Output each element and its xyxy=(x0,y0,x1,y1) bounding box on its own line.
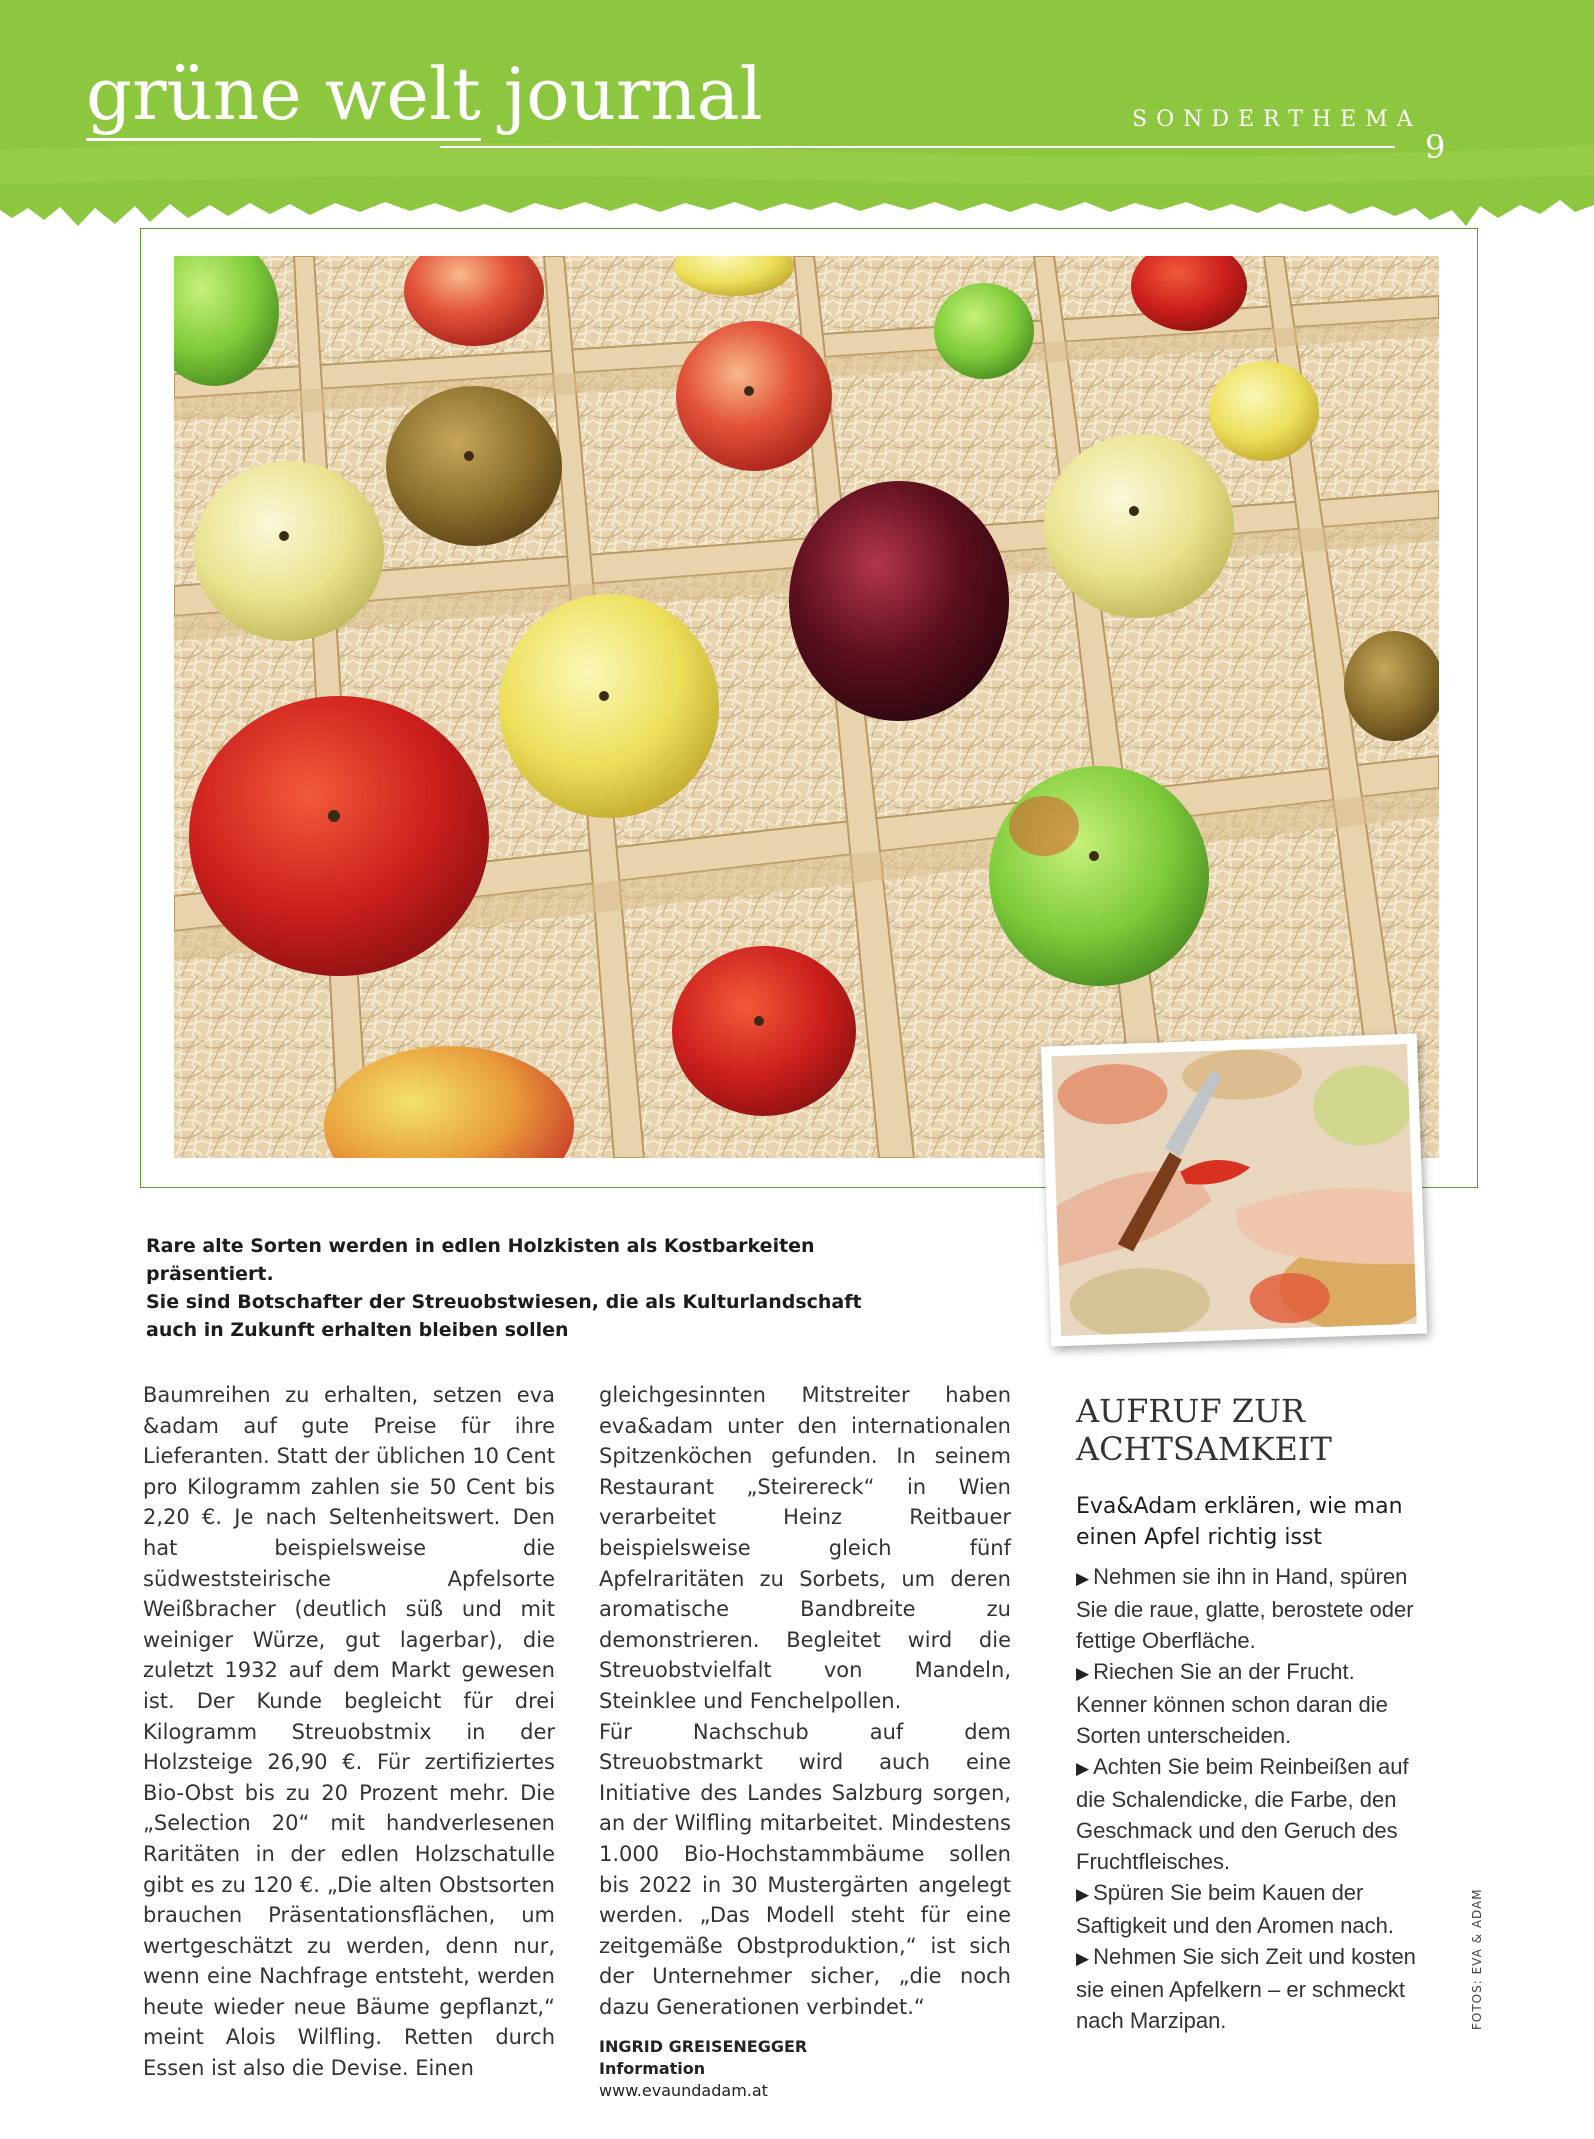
header-band xyxy=(0,0,1594,245)
list-item: ▶ Nehmen sie ihn in Hand, spüren Sie die raue, glatte, berostete oder fettige Oberfläche. xyxy=(1076,1564,1414,1653)
triangle-bullet-icon: ▶ xyxy=(1076,1664,1090,1683)
sidebar-subheading: Eva&Adam erklären, wie man einen Apfel richtig isst xyxy=(1076,1494,1403,1550)
section-label: SONDERTHEMA xyxy=(1132,107,1422,132)
sidebar-tips-list xyxy=(1076,1561,1416,2036)
author-name: INGRID GREISENEGGER xyxy=(599,2037,808,2057)
article-column-middle xyxy=(599,1380,1011,2102)
list-item: ▶ Nehmen Sie sich Zeit und kosten sie einen Apfelkern – er schmeckt nach Marzipan. xyxy=(1076,1944,1416,2033)
page-number: 9 xyxy=(1425,128,1446,166)
triangle-bullet-icon: ▶ xyxy=(1076,1569,1090,1588)
triangle-bullet-icon: ▶ xyxy=(1076,1949,1090,1968)
apple-crate-photo xyxy=(174,256,1439,1158)
caption-line-1: Rare alte Sorten werden in edlen Holzkisten als Kostbarkeiten präsentiert. xyxy=(146,1235,815,1285)
photo-credit: FOTOS: EVA & ADAM xyxy=(1470,1888,1484,2030)
journal-title xyxy=(86,52,763,136)
photo-caption xyxy=(146,1232,906,1344)
sidebar-heading: AUFRUF ZUR ACHTSAMKEIT xyxy=(1076,1392,1332,1468)
list-item: ▶ Achten Sie beim Reinbeißen auf die Schalendicke, die Farbe, den Geschmack und den Geruch des Fruchtfleisches. xyxy=(1076,1754,1409,1874)
article-paragraph: gleichgesinnten Mitstreiter haben eva&adam unter den internationalen Spitzenköchen gefunden. In seinem Restaurant „Steirereck“ in Wien verarbeitet Heinz Reitbauer beispielsweise gleich fünf Apfelraritäten zu Sorbets, um deren aromatische Bandbreite zu demonstrieren. Begleitet wird die Streuobstvielfalt von Mandeln, Steinklee und Fenchelpollen. xyxy=(599,1383,1011,1713)
list-item: ▶ Spüren Sie beim Kauen der Saftigkeit und den Aromen nach. xyxy=(1076,1880,1394,1938)
info-label: Information xyxy=(599,2059,706,2079)
info-url[interactable]: www.evaundadam.at xyxy=(599,2081,768,2101)
caption-line-2: Sie sind Botschafter der Streuobstwiesen, die als Kulturlandschaft auch in Zukunft erhalten bleiben sollen xyxy=(146,1291,862,1341)
article-paragraph: Baumreihen zu erhalten, setzen eva &adam auf gute Preise für ihre Lieferanten. Statt der üblichen 10 Cent pro Kilogramm zahlen sie 50 Cent bis 2,20 €. Je nach Seltenheitswert. Den hat beispielsweise die südweststeirische Apfelsorte Weißbracher (deutlich süß und mit weiniger Würze, gut lagerbar), die zuletzt 1932 auf dem Markt gewesen ist. Der Kunde begleicht für drei Kilogramm Streuobstmix in der Holzsteige 26,90 €. Für zertifiziertes Bio-Obst bis zu 20 Prozent mehr. Die „Selection 20“ mit handverlesenen Raritäten in der edlen Holzschatulle gibt es zu 120 €. „Die alten Obstsorten brauchen Präsentationsflächen, um wertgeschätzt zu werden, denn nur, wenn eine Nachfrage entsteht, werden heute wieder neue Bäume gepflanzt,“ meint Alois Wilfling. Retten durch Essen ist also die Devise. Einen xyxy=(143,1383,555,2081)
journal-title-part-2: journal xyxy=(480,52,763,136)
journal-title-part-1: grüne welt xyxy=(86,52,481,141)
inset-photo-knife-apple xyxy=(1041,1034,1427,1347)
article-column-left xyxy=(143,1380,555,2084)
triangle-bullet-icon: ▶ xyxy=(1076,1885,1090,1904)
article-paragraph: Für Nachschub auf dem Streuobstmarkt wird auch eine Initiative des Landes Salzburg sorgen, an der Wilfling mitarbeitet. Mindestens 1.000 Bio-Hochstammbäume sollen bis 2022 in 30 Mustergärten angelegt werden. „Das Modell steht für eine zeitgemäße Obstproduktion,“ ist sich der Unternehmer sicher, „die noch dazu Generationen verbindet.“ xyxy=(599,1719,1011,2019)
triangle-bullet-icon: ▶ xyxy=(1076,1759,1090,1778)
title-rule xyxy=(440,146,1395,148)
list-item: ▶ Riechen Sie an der Frucht. Kenner können schon daran die Sorten unterscheiden. xyxy=(1076,1659,1388,1748)
byline xyxy=(599,2036,1011,2102)
